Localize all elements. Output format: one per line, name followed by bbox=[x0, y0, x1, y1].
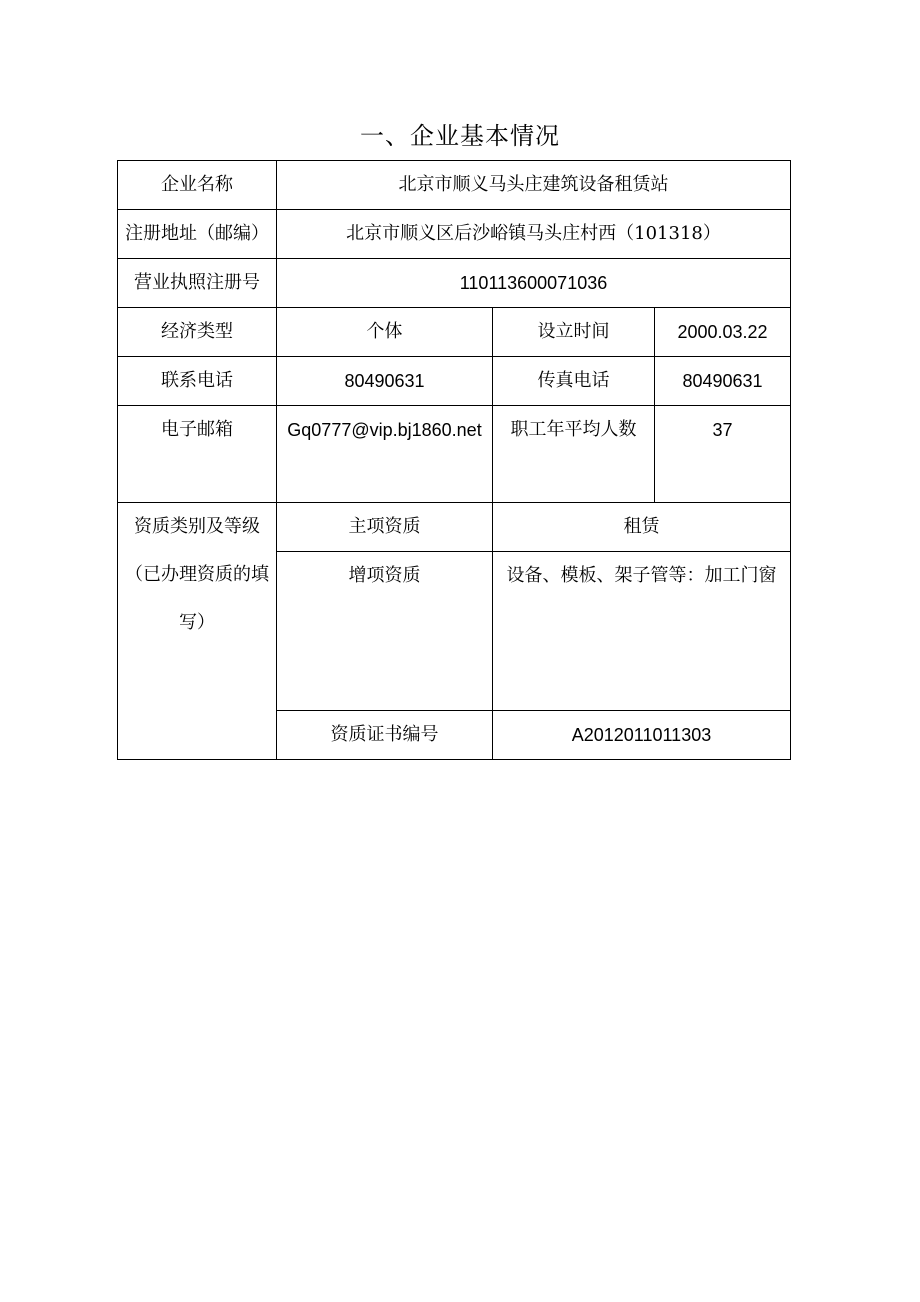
page-title: 一、企业基本情况 bbox=[360, 122, 560, 150]
qualification-label bbox=[118, 503, 277, 760]
row-phone bbox=[118, 357, 791, 406]
founded-value: 2000.03.22 bbox=[655, 308, 791, 357]
license-value: 110113600071036 bbox=[277, 259, 791, 308]
extra-qualification-value bbox=[493, 552, 791, 711]
row-economy bbox=[118, 308, 791, 357]
qualification-label-text: 资质类别及等级（已办理资质的填写） bbox=[125, 516, 269, 633]
fax-label: 传真电话 bbox=[493, 357, 655, 406]
main-qualification-label: 主项资质 bbox=[277, 503, 493, 552]
staff-count-value: 37 bbox=[655, 406, 791, 503]
company-name-label: 企业名称 bbox=[118, 161, 277, 210]
founded-label: 设立时间 bbox=[493, 308, 655, 357]
row-address bbox=[118, 210, 791, 259]
staff-count-label: 职工年平均人数 bbox=[493, 406, 655, 503]
phone-value: 80490631 bbox=[277, 357, 493, 406]
economy-type-value: 个体 bbox=[277, 308, 493, 357]
certificate-value: A2012011011303 bbox=[493, 711, 791, 760]
email-value: Gq0777@vip.bj1860.net bbox=[277, 406, 493, 503]
extra-qualification-label: 增项资质 bbox=[277, 552, 493, 711]
extra-qualification-text: 设备、模板、架子管等：加工门窗 bbox=[506, 565, 777, 586]
license-label: 营业执照注册号 bbox=[118, 259, 277, 308]
main-qualification-value: 租赁 bbox=[493, 503, 791, 552]
company-name-value: 北京市顺义马头庄建筑设备租赁站 bbox=[277, 161, 791, 210]
row-company-name bbox=[118, 161, 791, 210]
row-email bbox=[118, 406, 791, 503]
row-license bbox=[118, 259, 791, 308]
economy-type-label: 经济类型 bbox=[118, 308, 277, 357]
row-main-qualification bbox=[118, 503, 791, 552]
phone-label: 联系电话 bbox=[118, 357, 277, 406]
company-info-table bbox=[117, 160, 791, 760]
email-label: 电子邮箱 bbox=[118, 406, 277, 503]
fax-value: 80490631 bbox=[655, 357, 791, 406]
certificate-label: 资质证书编号 bbox=[277, 711, 493, 760]
address-value: 北京市顺义区后沙峪镇马头庄村西（101318） bbox=[277, 210, 791, 259]
address-label: 注册地址（邮编） bbox=[118, 210, 277, 259]
